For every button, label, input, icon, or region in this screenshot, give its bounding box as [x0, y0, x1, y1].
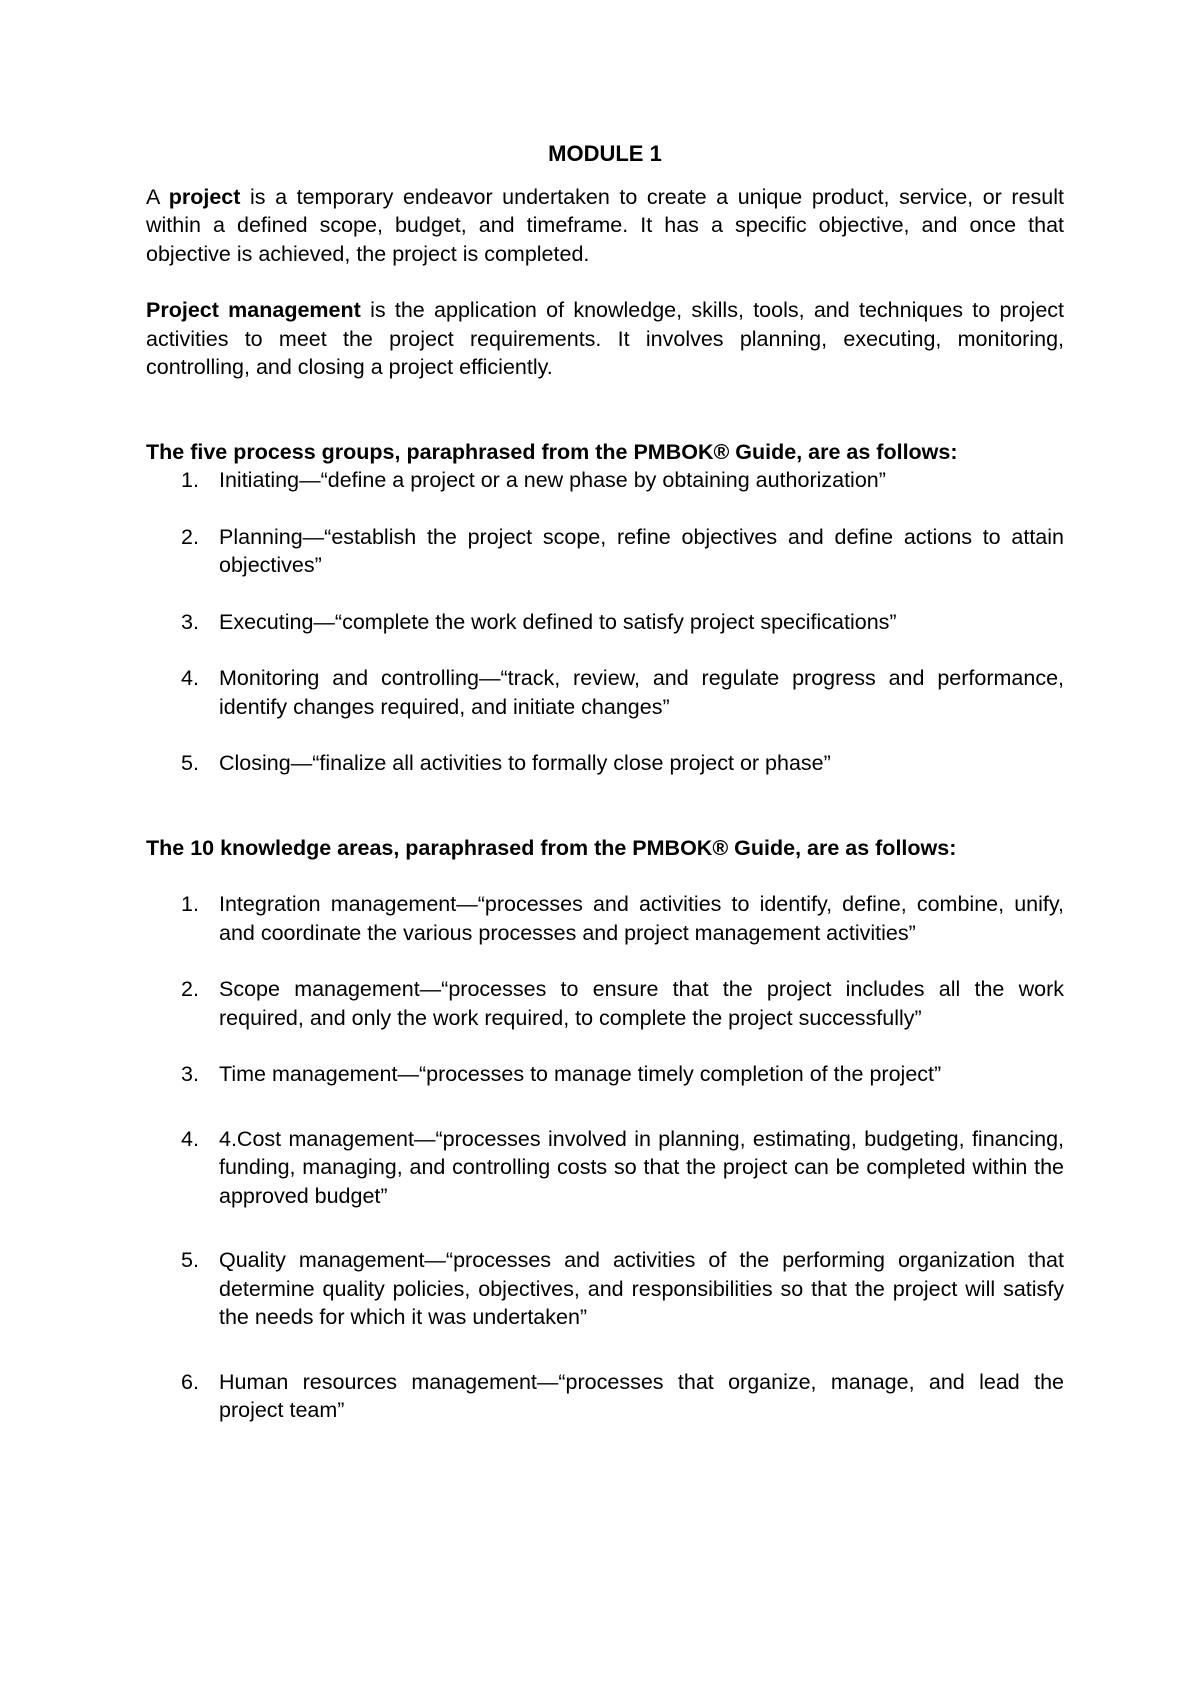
- list-item-text: 4.Cost management—“processes involved in planning, estimating, budgeting, financing, funding, managing, and controlling costs so that the project can be completed within the approved budget”: [219, 1126, 1064, 1208]
- project-term: project: [168, 184, 241, 209]
- project-management-term: Project management: [146, 298, 361, 322]
- process-group-item: [146, 749, 1064, 778]
- list-item-text: Human resources management—“processes that organize, manage, and lead the project team”: [219, 1369, 1064, 1422]
- list-number: 2.: [181, 977, 199, 1001]
- list-number: 5.: [181, 1248, 199, 1272]
- knowledge-areas-heading: The 10 knowledge areas, paraphrased from the PMBOK® Guide, are as follows:: [146, 835, 957, 860]
- knowledge-area-item: [146, 1246, 1064, 1332]
- list-number: 2.: [181, 524, 199, 549]
- project-definition-lead: A: [146, 184, 169, 209]
- process-groups-list: [146, 466, 1064, 778]
- list-item-text: Scope management—“processes to ensure that the project includes all the work required, and only the work required, to complete the project successfully”: [219, 977, 1064, 1030]
- list-item-text: Initiating—“define a project or a new phase by obtaining authorization”: [219, 468, 886, 492]
- knowledge-area-item: [146, 975, 1064, 1032]
- list-item-text: Executing—“complete the work defined to satisfy project specifications”: [219, 609, 897, 634]
- process-group-item: [146, 608, 1064, 637]
- knowledge-area-item: [146, 1125, 1064, 1211]
- list-number: 4.: [181, 666, 199, 690]
- project-management-definition-text: is the application of knowledge, skills, tools, and techniques to project activities to meet the project requirements. It involves planning, executing, monitoring, controlling, and closing a project efficiently.: [146, 298, 1065, 379]
- knowledge-area-item: [146, 1060, 1064, 1089]
- project-definition-text: is a temporary endeavor undertaken to create a unique product, service, or result within a defined scope, budget, and timeframe. It has a specific objective, and once that objective is achieved, the project is completed.: [146, 184, 1064, 266]
- list-item-text: Closing—“finalize all activities to formally close project or phase”: [219, 751, 831, 775]
- process-group-item: [146, 523, 1064, 580]
- list-number: 5.: [181, 751, 199, 775]
- process-groups-heading: The five process groups, paraphrased from the PMBOK® Guide, are as follows:: [146, 439, 958, 464]
- process-group-item: [146, 664, 1064, 721]
- list-number: 3.: [181, 609, 199, 634]
- project-definition: [146, 183, 1064, 269]
- list-item-text: Time management—“processes to manage timely completion of the project”: [219, 1062, 942, 1086]
- list-number: 3.: [181, 1062, 199, 1086]
- knowledge-area-item: [146, 1368, 1064, 1425]
- list-number: 1.: [181, 892, 199, 916]
- process-group-item: [146, 466, 1064, 495]
- list-number: 6.: [181, 1369, 199, 1394]
- document-page: [146, 140, 1064, 1453]
- list-number: 4.: [181, 1126, 199, 1151]
- list-item-text: Integration management—“processes and activities to identify, define, combine, unify, and coordinate the various processes and project management activities”: [219, 892, 1064, 945]
- page-title: MODULE 1: [548, 141, 662, 166]
- list-item-text: Planning—“establish the project scope, refine objectives and define actions to attain objectives”: [219, 524, 1064, 577]
- knowledge-area-item: [146, 890, 1064, 947]
- list-item-text: Monitoring and controlling—“track, review, and regulate progress and performance, identify changes required, and initiate changes”: [219, 666, 1064, 719]
- project-management-definition: [146, 296, 1064, 382]
- list-item-text: Quality management—“processes and activities of the performing organization that determine quality policies, objectives, and responsibilities so that the project will satisfy the needs for which it was undertaken”: [219, 1248, 1064, 1329]
- knowledge-areas-list: [146, 890, 1064, 1425]
- list-number: 1.: [181, 468, 199, 492]
